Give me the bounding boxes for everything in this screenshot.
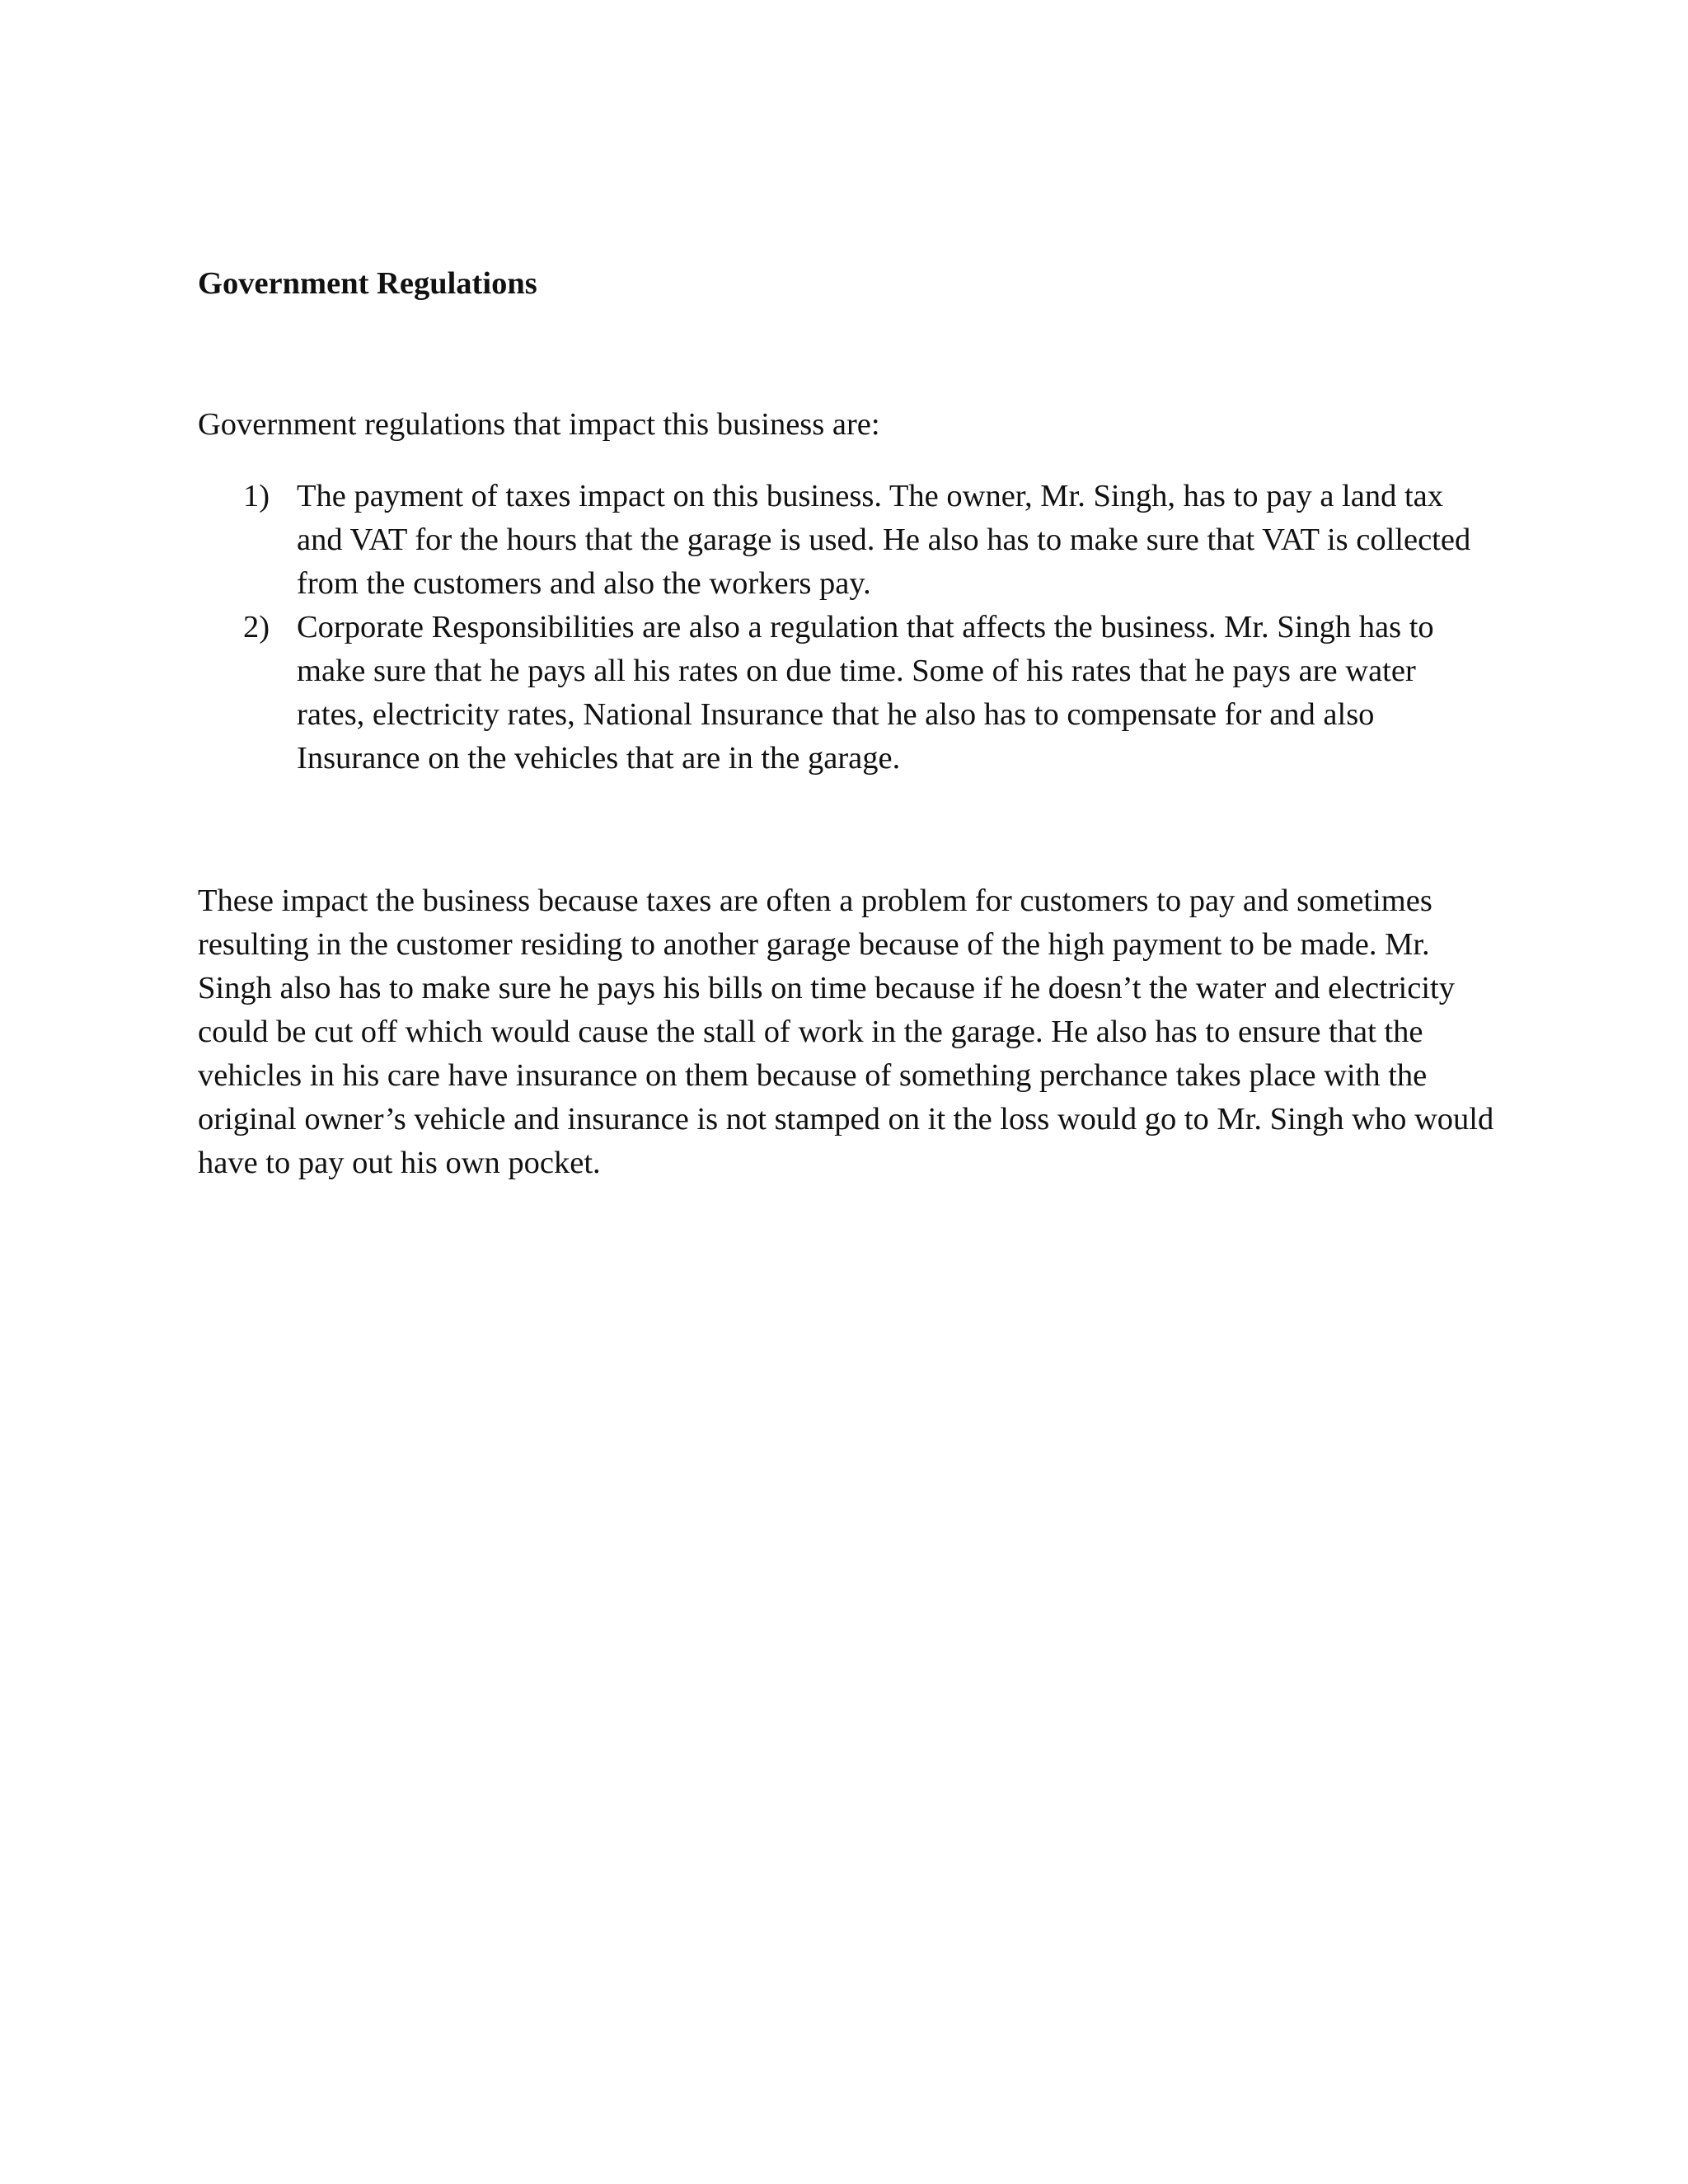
list-marker: 2) [243, 610, 270, 644]
list-item-text: Corporate Responsibilities are also a regulation that affects the business. Mr. Singh has to make sure that he pays all his rates on due time. Some of his rates that he pays are water rates, electricity rates, National Insurance that he also has to compensate for and also Insurance on the vehicles that are in the garage. [297, 610, 1434, 776]
list-marker: 1) [243, 479, 270, 513]
list-item [198, 606, 1500, 780]
regulations-list [198, 475, 1500, 780]
section-heading: Government Regulations [198, 266, 537, 301]
document-content [198, 262, 1500, 1185]
intro-text: Government regulations that impact this business are: [198, 407, 880, 442]
impact-paragraph: These impact the business because taxes are often a problem for customers to pay and sometimes resulting in the customer residing to another garage because of the high payment to be made. Mr. Singh also has to make sure he pays his bills on time because if he doesn’t the water and electricity could be cut off which would cause the stall of work in the garage. He also has to ensure that the vehicles in his care have insurance on them because of something perchance takes place with the original owner’s vehicle and insurance is not stamped on it the loss would go to Mr. Singh who would have to pay out his own pocket. [198, 883, 1494, 1180]
list-item-text: The payment of taxes impact on this business. The owner, Mr. Singh, has to pay a land tax and VAT for the hours that the garage is used. He also has to make sure that VAT is collected from the customers and also the workers pay. [297, 479, 1471, 601]
list-item [198, 475, 1500, 606]
